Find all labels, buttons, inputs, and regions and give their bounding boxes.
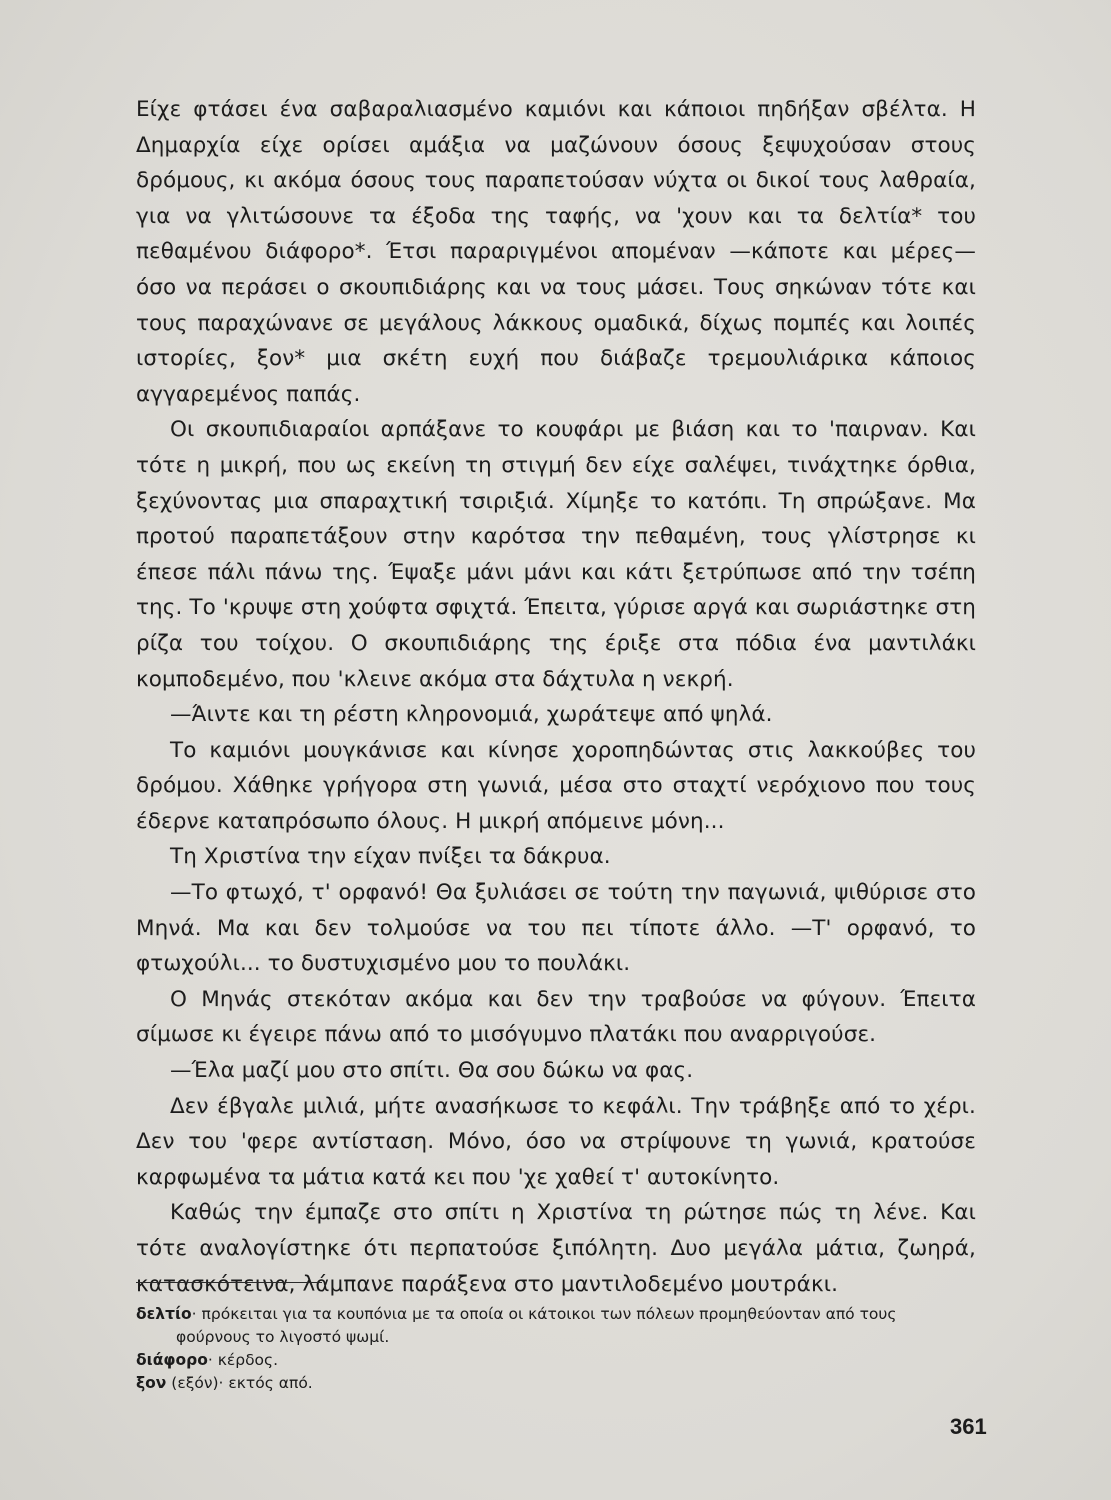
- footnote-text: (εξόν)· εκτός από.: [166, 1374, 313, 1392]
- paragraph: Δεν έβγαλε μιλιά, μήτε ανασήκωσε το κεφάλι. Την τράβηξε από το χέρι. Δεν του 'φερε αντίσταση. Μόνο, όσο να στρίψουνε τη γωνιά, κρατούσε καρφωμένα τα μάτια κατά κει που 'χε χαθεί τ' αυτοκίνητο.: [136, 1093, 976, 1190]
- footnote-diaforo: [136, 1349, 996, 1372]
- footnotes: [136, 1282, 996, 1395]
- page-number: 361: [950, 1414, 987, 1439]
- footnote-xon: [136, 1372, 996, 1395]
- paragraph: Οι σκουπιδιαραίοι αρπάξανε το κουφάρι με βιάση και το 'παιρναν. Και τότε η μικρή, που ως εκείνη τη στιγμή δεν είχε σαλέψει, τινάχτηκε όρθια, ξεχύνοντας μια σπαραχτική τσιριξιά. Χίμηξε το κατόπι. Τη σπρώξανε. Μα προτού παραπετάξουν στην καρότσα την πεθαμένη, τους γλίστρησε κι έπεσε πάλι πάνω της. Έψαξε μάνι μάνι και κάτι ξετρύπωσε από την τσέπη της. Το 'κρυψε στη χούφτα σφιχτά. Έπειτα, γύρισε αργά και σωριάστηκε στη ρίζα του τοίχου. Ο σκουπιδιάρης της έριξε στα πόδια ένα μαντιλάκι κομποδεμένο, που 'κλεινε ακόμα στα δάχτυλα η νεκρή.: [136, 417, 976, 692]
- footnote-deltio: [136, 1303, 996, 1349]
- paragraph: Ο Μηνάς στεκόταν ακόμα και δεν την τραβούσε να φύγουν. Έπειτα σίμωσε κι έγειρε πάνω από το μισόγυμνο πλατάκι που αναρριγούσε.: [136, 986, 976, 1048]
- footnote-term: ξον: [136, 1374, 167, 1392]
- paragraph: —Το φτωχό, τ' ορφανό! Θα ξυλιάσει σε τούτη την παγωνιά, ψιθύρισε στο Μηνά. Μα και δεν τολμούσε να του πει τίποτε άλλο. —Τ' ορφανό, το φτωχούλι... το δυστυχισμένο μου το πουλάκι.: [136, 880, 976, 977]
- body-text: [136, 92, 976, 1302]
- paragraph: Είχε φτάσει ένα σαβαραλιασμένο καμιόνι και κάποιοι πηδήξαν σβέλτα. Η Δημαρχία είχε ορίσει αμάξια να μαζώνουν όσους ξεψυχούσαν στους δρόμους, κι ακόμα όσους τους παραπετούσαν νύχτα οι δικοί τους λαθραία, για να γλιτώσουνε τα έξοδα της ταφής, να 'χουν και τα δελτία* του πεθαμένου διάφορο*. Έτσι παραριγμένοι απομέναν —κάποτε και μέρες— όσο να περάσει ο σκουπιδιάρης και να τους μάσει. Τους σηκώναν τότε και τους παραχώνανε σε μεγάλους λάκκους ομαδικά, δίχως πομπές και λοιπές ιστορίες, ξον* μια σκέτη ευχή που διάβαζε τρεμουλιάρικα κάποιος αγγαρεμένος παπάς.: [136, 97, 976, 407]
- footnote-divider: [136, 1282, 322, 1283]
- footnote-term: διάφορο: [136, 1351, 208, 1369]
- footnote-text: κέρδος.: [212, 1351, 279, 1369]
- footnote-separator: ·: [207, 1351, 213, 1369]
- paragraph: —Έλα μαζί μου στο σπίτι. Θα σου δώκω να φας.: [170, 1058, 694, 1084]
- footnote-separator: ·: [191, 1305, 197, 1323]
- paragraph: Το καμιόνι μουγκάνισε και κίνησε χοροπηδώντας στις λακκούβες του δρόμου. Χάθηκε γρήγορα στη γωνιά, μέσα στο σταχτί νερόχιονο που τους έδερνε καταπρόσωπο όλους. Η μικρή απόμεινε μόνη...: [136, 737, 976, 834]
- paragraph: Τη Χριστίνα την είχαν πνίξει τα δάκρυα.: [170, 844, 611, 870]
- footnote-continuation: φούρνους το λιγοστό ψωμί.: [176, 1328, 390, 1346]
- footnote-text: πρόκειται για τα κουπόνια με τα οποία οι κάτοικοι των πόλεων προμηθεύονταν από τους: [196, 1305, 897, 1323]
- paragraph: Καθώς την έμπαζε στο σπίτι η Χριστίνα τη ρώτησε πώς τη λένε. Και τότε αναλογίστηκε ότι περπατούσε ξιπόλητη. Δυο μεγάλα μάτια, ζωηρά, κατασκότεινα, λάμπανε παράξενα στο μαντιλοδεμένο μουτράκι.: [136, 1200, 976, 1297]
- paragraph: —Άιντε και τη ρέστη κληρονομιά, χωράτεψε από ψηλά.: [170, 702, 773, 728]
- footnote-term: δελτίο: [136, 1305, 192, 1323]
